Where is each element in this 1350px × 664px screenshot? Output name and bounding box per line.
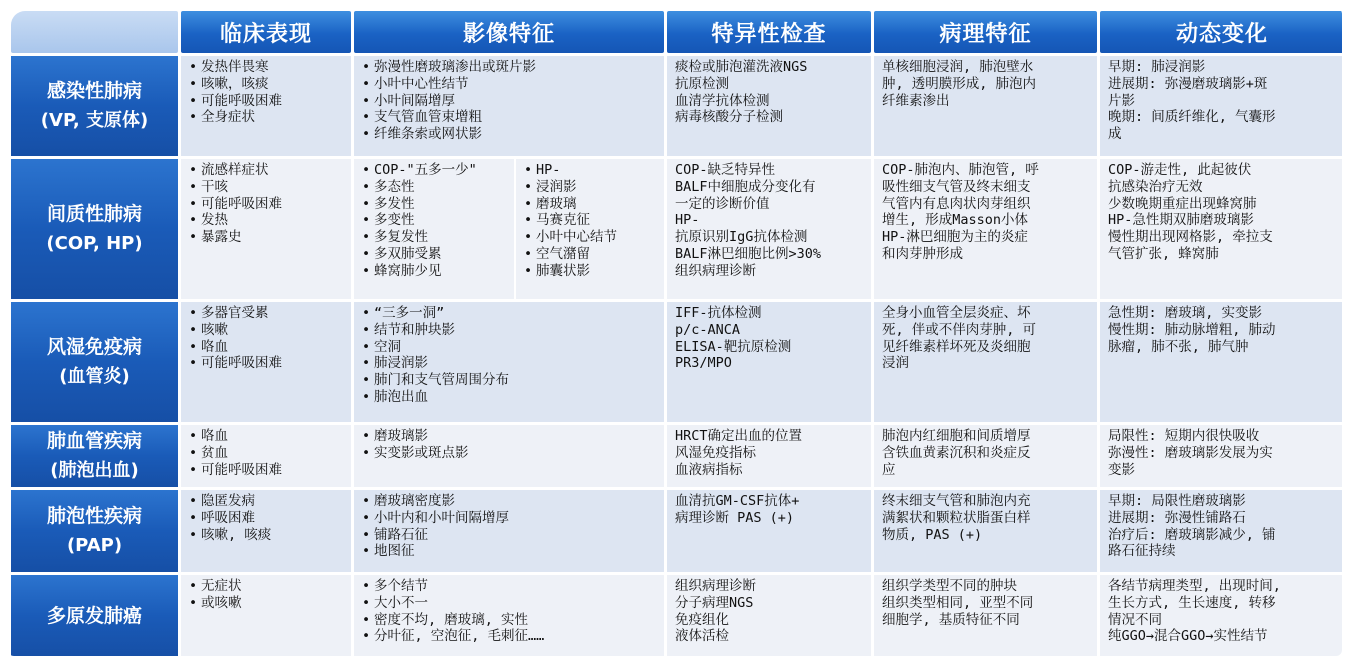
text-line: 血清学抗体检测 — [675, 92, 770, 109]
cell-imaging — [354, 490, 664, 572]
bullet-item: • 密度不均, 磨玻璃, 实性 — [362, 612, 658, 629]
row-title: 肺血管疾病 — [46, 430, 142, 452]
text-line: 成 — [1108, 126, 1122, 143]
bullet-item: • 多器官受累 — [189, 305, 345, 322]
text-block — [882, 578, 1091, 628]
cell-tests — [667, 575, 871, 656]
text-line: 组织类型相同, 亚型不同 — [882, 594, 1034, 611]
bullet-item: • 肺囊状影 — [524, 263, 660, 280]
text-line: HP- — [675, 212, 700, 229]
text-line: COP-肺泡内、肺泡管, 呼 — [882, 162, 1039, 178]
text-block — [882, 59, 1091, 109]
text-line: 免疫组化 — [675, 611, 729, 628]
bullet-item: • 多态性 — [362, 179, 510, 196]
cell-clinical — [181, 575, 351, 656]
text-line: 血清抗GM-CSF抗体+ — [675, 493, 800, 509]
bullet-list — [362, 493, 658, 560]
text-line: 路石征持续 — [1108, 543, 1176, 560]
bullet-item: • 肺门和支气管周围分布 — [362, 372, 658, 389]
cell-dynamic — [1100, 159, 1342, 299]
cell-clinical — [181, 490, 351, 572]
text-line: 组织学类型不同的肿块 — [882, 578, 1017, 594]
bullet-item: • 暴露史 — [189, 229, 345, 246]
text-block — [675, 162, 865, 280]
text-line: 少数晚期重症出现蜂窝肺 — [1108, 195, 1257, 212]
text-line: 分子病理NGS — [675, 594, 754, 611]
row-header — [11, 575, 178, 656]
bullet-item: • 蜂窝肺少见 — [362, 263, 510, 280]
cell-pathology — [874, 302, 1097, 422]
text-block — [675, 428, 865, 478]
row-subtitle: (PAP) — [66, 535, 123, 556]
bullet-item: • 地图征 — [362, 543, 658, 560]
bullet-item: • 隐匿发病 — [189, 493, 345, 510]
table-row — [11, 490, 1342, 572]
bullet-item: • 呼吸困难 — [189, 510, 345, 527]
header-tests: 特异性检查 — [667, 11, 871, 53]
header-imaging: 影像特征 — [354, 11, 664, 53]
bullet-item: • HP- — [524, 162, 660, 179]
header-corner — [11, 11, 178, 53]
text-line: 风湿免疫指标 — [675, 444, 756, 461]
text-line: 局限性: 短期内很快吸收 — [1108, 428, 1260, 444]
bullet-item: • 咳嗽，咳痰 — [189, 76, 345, 93]
row-subtitle: (肺泡出血) — [50, 460, 139, 481]
text-line: 气管扩张, 蜂窝肺 — [1108, 245, 1219, 262]
text-line: COP-缺乏特异性 — [675, 162, 776, 178]
text-line: 满絮状和颗粒状脂蛋白样 — [882, 509, 1031, 526]
header-dynamic: 动态变化 — [1100, 11, 1342, 53]
text-line: 全身小血管全层炎症、坏 — [882, 305, 1031, 321]
bullet-item: • 发热 — [189, 212, 345, 229]
bullet-item: • 发热伴畏寒 — [189, 59, 345, 76]
text-line: 见纤维素样坏死及炎细胞 — [882, 338, 1031, 355]
comparison-table — [8, 8, 1342, 656]
text-line: BALF淋巴细胞比例>30% — [675, 245, 822, 262]
bullet-item: • 可能呼吸困难 — [189, 196, 345, 213]
bullet-item: • 弥漫性磨玻璃渗出或斑片影 — [362, 59, 658, 76]
cell-clinical — [181, 302, 351, 422]
text-line: 气管内有息肉状肉芽组织 — [882, 195, 1031, 212]
text-line: 单核细胞浸润, 肺泡壁水 — [882, 59, 1034, 75]
bullet-item: • 多个结节 — [362, 578, 658, 595]
bullet-list — [362, 59, 658, 143]
text-block — [675, 493, 865, 527]
text-block — [882, 428, 1091, 478]
bullet-item: • 磨玻璃影 — [362, 428, 658, 445]
cell-imaging — [354, 575, 664, 656]
bullet-list — [362, 578, 658, 645]
table-row — [11, 425, 1342, 487]
text-line: 组织病理诊断 — [675, 578, 756, 594]
cell-dynamic — [1100, 490, 1342, 572]
text-line: HP-淋巴细胞为主的炎症 — [882, 229, 1028, 246]
imaging-cop — [354, 159, 516, 299]
text-line: HRCT确定出血的位置 — [675, 428, 803, 444]
bullet-item: • 磨玻璃密度影 — [362, 493, 658, 510]
cell-tests — [667, 302, 871, 422]
bullet-item: • 咳嗽 — [189, 322, 345, 339]
cell-clinical — [181, 56, 351, 156]
bullet-item: • 可能呼吸困难 — [189, 462, 345, 479]
bullet-item: • “三多一洞” — [362, 305, 658, 322]
text-line: 组织病理诊断 — [675, 262, 756, 279]
text-line: COP-游走性, 此起彼伏 — [1108, 162, 1252, 178]
table-row — [11, 56, 1342, 156]
bullet-list — [189, 305, 345, 372]
text-line: 应 — [882, 461, 896, 478]
text-line: 纤维素渗出 — [882, 92, 950, 109]
text-block — [675, 578, 865, 645]
text-line: 抗感染治疗无效 — [1108, 178, 1203, 195]
bullet-item: • 磨玻璃 — [524, 196, 660, 213]
text-line: 肺泡内红细胞和间质增厚 — [882, 428, 1031, 444]
bullet-item: • 大小不一 — [362, 595, 658, 612]
bullet-item: • 分叶征, 空泡征, 毛刺征…… — [362, 628, 658, 645]
cell-pathology — [874, 575, 1097, 656]
bullet-list — [189, 578, 345, 612]
bullet-item: • 小叶中心性结节 — [362, 76, 658, 93]
cell-pathology — [874, 159, 1097, 299]
row-header — [11, 159, 178, 299]
bullet-item: • 全身症状 — [189, 109, 345, 126]
bullet-item: • COP-"五多一少" — [362, 162, 510, 179]
text-block — [1108, 428, 1338, 478]
text-line: 慢性期: 肺动脉增粗, 肺动 — [1108, 321, 1276, 338]
row-title: 多原发肺癌 — [46, 605, 142, 627]
bullet-item: • 贫血 — [189, 445, 345, 462]
text-line: 一定的诊断价值 — [675, 195, 770, 212]
text-block — [1108, 59, 1338, 143]
text-line: 各结节病理类型, 出现时间, — [1108, 578, 1281, 594]
row-header — [11, 425, 178, 487]
row-subtitle: (COP, HP) — [46, 233, 143, 254]
text-line: 死, 伴或不伴肉芽肿, 可 — [882, 321, 1037, 338]
cell-pathology — [874, 425, 1097, 487]
text-block — [675, 59, 865, 126]
cell-tests — [667, 490, 871, 572]
cell-dynamic — [1100, 575, 1342, 656]
text-line: 情况不同 — [1108, 611, 1162, 628]
row-subtitle: (VP, 支原体) — [40, 110, 149, 131]
cell-pathology — [874, 490, 1097, 572]
cell-clinical — [181, 159, 351, 299]
text-block — [675, 305, 865, 372]
bullet-list — [189, 428, 345, 478]
bullet-item: • 无症状 — [189, 578, 345, 595]
text-line: ELISA-靶抗原检测 — [675, 338, 792, 355]
bullet-item: • 咯血 — [189, 428, 345, 445]
bullet-item: • 马赛克征 — [524, 212, 660, 229]
text-line: 治疗后: 磨玻璃影减少, 铺 — [1108, 526, 1276, 543]
text-line: 增生, 形成Masson小体 — [882, 212, 1029, 229]
bullet-item: • 干咳 — [189, 179, 345, 196]
bullet-list — [189, 493, 345, 543]
text-line: 含铁血黄素沉积和炎症反 — [882, 444, 1031, 461]
text-line: 终末细支气管和肺泡内充 — [882, 493, 1031, 509]
header-pathology: 病理特征 — [874, 11, 1097, 53]
bullet-item: • 小叶间隔增厚 — [362, 93, 658, 110]
cell-tests — [667, 425, 871, 487]
text-line: 痰检或肺泡灌洗液NGS — [675, 59, 808, 75]
text-line: PR3/MPO — [675, 355, 732, 372]
text-line: 脉瘤, 肺不张, 肺气肿 — [1108, 338, 1249, 355]
bullet-item: • 浸润影 — [524, 179, 660, 196]
text-line: 液体活检 — [675, 628, 729, 645]
text-line: 进展期: 弥漫磨玻璃影+斑 — [1108, 75, 1268, 92]
text-block — [1108, 578, 1338, 645]
row-header — [11, 302, 178, 422]
bullet-item: • 可能呼吸困难 — [189, 355, 345, 372]
bullet-item: • 咯血 — [189, 339, 345, 356]
row-title: 肺泡性疾病 — [46, 505, 142, 527]
cell-dynamic — [1100, 302, 1342, 422]
text-line: 晚期: 间质纤维化, 气囊形 — [1108, 109, 1276, 126]
text-line: 抗原检测 — [675, 75, 729, 92]
bullet-item: • 小叶内和小叶间隔增厚 — [362, 510, 658, 527]
bullet-item: • 肺泡出血 — [362, 389, 658, 406]
bullet-list — [362, 428, 658, 462]
cell-imaging — [354, 56, 664, 156]
text-line: IFF-抗体检测 — [675, 305, 762, 321]
bullet-item: • 支气管血管束增粗 — [362, 109, 658, 126]
bullet-item: • 纤维条索或网状影 — [362, 126, 658, 143]
cell-dynamic — [1100, 425, 1342, 487]
text-line: p/c-ANCA — [675, 321, 741, 338]
text-line: 和肉芽肿形成 — [882, 245, 963, 262]
text-block — [1108, 493, 1338, 560]
cell-imaging — [354, 302, 664, 422]
text-line: 细胞学, 基质特征不同 — [882, 611, 1020, 628]
table-row — [11, 575, 1342, 656]
imaging-split — [354, 159, 664, 299]
cell-imaging — [354, 159, 664, 299]
bullet-item: • 肺浸润影 — [362, 355, 658, 372]
header-clinical: 临床表现 — [181, 11, 351, 53]
text-block — [882, 305, 1091, 372]
text-line: 病理诊断 PAS (+) — [675, 509, 795, 526]
text-line: 肿, 透明膜形成, 肺泡内 — [882, 75, 1037, 92]
text-line: 早期: 局限性磨玻璃影 — [1108, 493, 1246, 509]
bullet-item: • 咳嗽, 咳痰 — [189, 527, 345, 544]
text-block — [1108, 162, 1338, 263]
bullet-list — [189, 162, 345, 246]
bullet-item: • 流感样症状 — [189, 162, 345, 179]
bullet-item: • 或咳嗽 — [189, 595, 345, 612]
text-line: 吸性细支气管及终末细支 — [882, 178, 1031, 195]
cell-imaging — [354, 425, 664, 487]
bullet-item: • 可能呼吸困难 — [189, 93, 345, 110]
bullet-item: • 多变性 — [362, 212, 510, 229]
text-block — [882, 162, 1091, 263]
bullet-item: • 小叶中心结节 — [524, 229, 660, 246]
cell-clinical — [181, 425, 351, 487]
text-line: 早期: 肺浸润影 — [1108, 59, 1206, 75]
cell-tests — [667, 56, 871, 156]
text-line: 物质, PAS (+) — [882, 526, 983, 543]
bullet-item: • 多双肺受累 — [362, 246, 510, 263]
table-row — [11, 302, 1342, 422]
text-line: 抗原识别IgG抗体检测 — [675, 229, 808, 246]
bullet-list — [189, 59, 345, 126]
text-line: 变影 — [1108, 461, 1135, 478]
row-header — [11, 56, 178, 156]
text-line: 病毒核酸分子检测 — [675, 109, 783, 126]
bullet-item: • 多复发性 — [362, 229, 510, 246]
row-subtitle: (血管炎) — [59, 366, 130, 387]
text-line: 急性期: 磨玻璃, 实变影 — [1108, 305, 1263, 321]
bullet-item: • 实变影或斑点影 — [362, 445, 658, 462]
cell-dynamic — [1100, 56, 1342, 156]
text-line: 片影 — [1108, 92, 1135, 109]
bullet-item: • 空气潴留 — [524, 246, 660, 263]
row-title: 感染性肺病 — [46, 80, 142, 102]
bullet-item: • 空洞 — [362, 339, 658, 356]
text-block — [1108, 305, 1338, 355]
imaging-hp — [516, 159, 664, 299]
bullet-list — [524, 162, 660, 280]
text-line: 生长方式, 生长速度, 转移 — [1108, 594, 1276, 611]
table-row — [11, 159, 1342, 299]
text-line: 弥漫性: 磨玻璃影发展为实 — [1108, 444, 1273, 461]
cell-pathology — [874, 56, 1097, 156]
row-title: 间质性肺病 — [46, 203, 142, 225]
text-line: 慢性期出现网格影, 牵拉支 — [1108, 229, 1273, 246]
header-row — [11, 11, 1342, 53]
text-line: 纯GGO→混合GGO→实性结节 — [1108, 628, 1268, 645]
bullet-item: • 结节和肿块影 — [362, 322, 658, 339]
bullet-item: • 铺路石征 — [362, 527, 658, 544]
cell-tests — [667, 159, 871, 299]
bullet-list — [362, 305, 658, 406]
text-line: HP-急性期双肺磨玻璃影 — [1108, 212, 1254, 229]
text-line: 浸润 — [882, 355, 909, 372]
bullet-list — [362, 162, 510, 280]
text-line: 血液病指标 — [675, 461, 743, 478]
row-header — [11, 490, 178, 572]
bullet-item: • 多发性 — [362, 196, 510, 213]
row-title: 风湿免疫病 — [46, 336, 142, 358]
comparison-table-container — [8, 8, 1342, 656]
text-line: BALF中细胞成分变化有 — [675, 178, 816, 195]
text-block — [882, 493, 1091, 543]
text-line: 进展期: 弥漫性铺路石 — [1108, 509, 1246, 526]
